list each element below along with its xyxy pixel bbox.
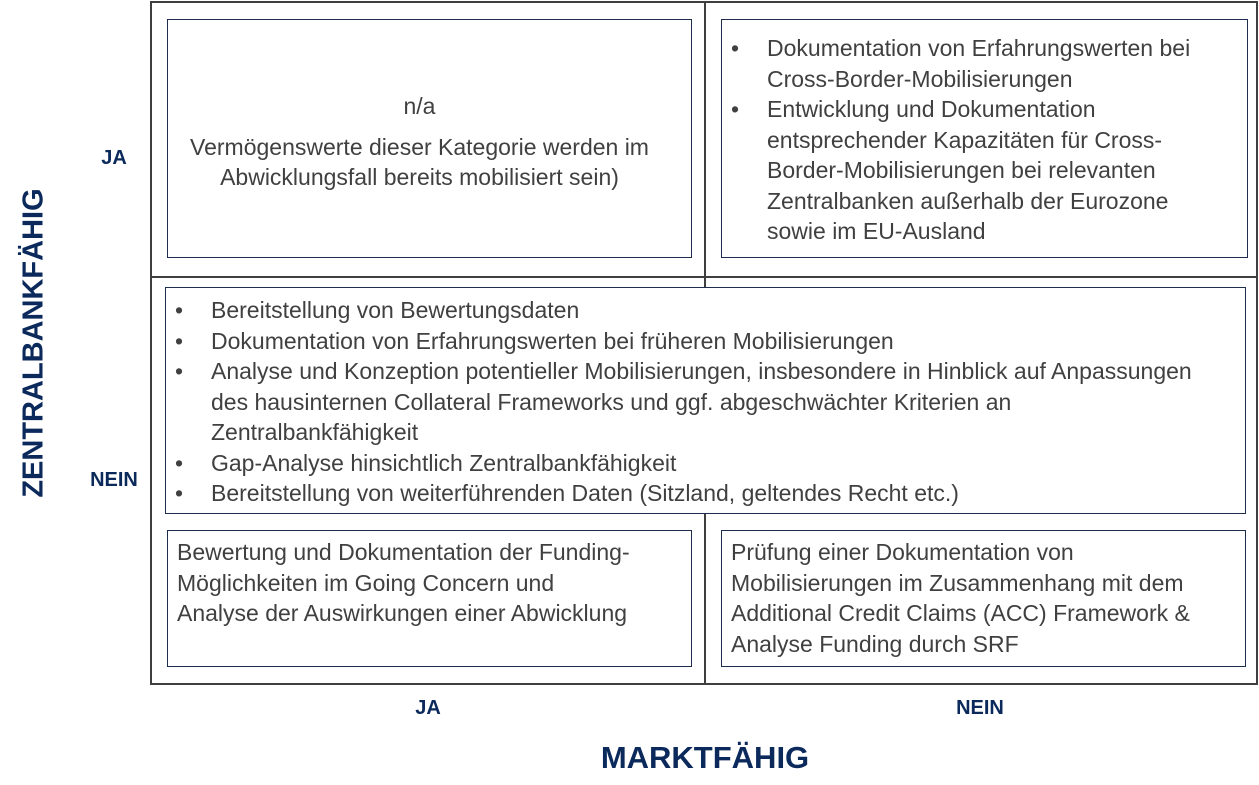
quadrant-middle-list — [211, 295, 1215, 509]
quadrant-top-left-heading: n/a — [403, 93, 436, 119]
quadrant-top-right — [721, 19, 1248, 258]
quadrant-top-left — [167, 19, 692, 258]
y-tick-nein: NEIN — [90, 469, 138, 491]
quadrant-bottom-left-text: Bewertung und Dokumentation der Funding-Möglichkeiten im Going Concern und Analyse der Auswirkungen einer Abwicklung — [177, 539, 630, 626]
grid-left-line — [150, 1, 152, 685]
list-item: • Dokumentation von Erfahrungswerten bei früheren Mobilisierungen — [211, 326, 1215, 357]
quadrant-top-right-list — [767, 33, 1207, 247]
quadrant-bottom-right-text: Prüfung einer Dokumentation von Mobilisierungen im Zusammenhang mit dem Additional Credit Claims (ACC) Framework & Analyse Funding durch SRF — [731, 539, 1190, 657]
list-item: • Bereitstellung von Bewertungsdaten — [211, 295, 1215, 326]
quadrant-bottom-left — [167, 530, 692, 667]
quadrant-bottom-right — [721, 530, 1246, 667]
list-item: • Analyse und Konzeption potentieller Mobilisierungen, insbesondere in Hinblick auf Anpassungen des hausinternen Collateral Frameworks und ggf. abgeschwächter Kriterien an Zentralbankfähigkeit — [211, 356, 1215, 448]
list-item: • Bereitstellung von weiterführenden Daten (Sitzland, geltendes Recht etc.) — [211, 478, 1215, 509]
grid-right-line — [1256, 1, 1258, 685]
list-item: • Entwicklung und Dokumentation entsprechender Kapazitäten für Cross-Border-Mobilisierungen bei relevanten Zentralbanken außerhalb der Eurozone sowie im EU-Ausland — [767, 94, 1207, 247]
quadrant-middle-span — [165, 287, 1246, 514]
grid-horizontal-divider — [151, 276, 1258, 278]
y-axis-title: ZENTRALBANKFÄHIG — [17, 188, 50, 498]
y-tick-ja: JA — [101, 147, 127, 169]
x-tick-nein: NEIN — [956, 697, 1004, 719]
list-item: • Dokumentation von Erfahrungswerten bei Cross-Border-Mobilisierungen — [767, 33, 1207, 94]
quadrant-top-left-body: Vermögenswerte dieser Kategorie werden im Abwicklungsfall bereits mobilisiert sein) — [190, 133, 649, 190]
x-tick-ja: JA — [415, 697, 441, 719]
x-axis-title: MARKTFÄHIG — [600, 740, 810, 775]
list-item: • Gap-Analyse hinsichtlich Zentralbankfähigkeit — [211, 448, 1215, 479]
